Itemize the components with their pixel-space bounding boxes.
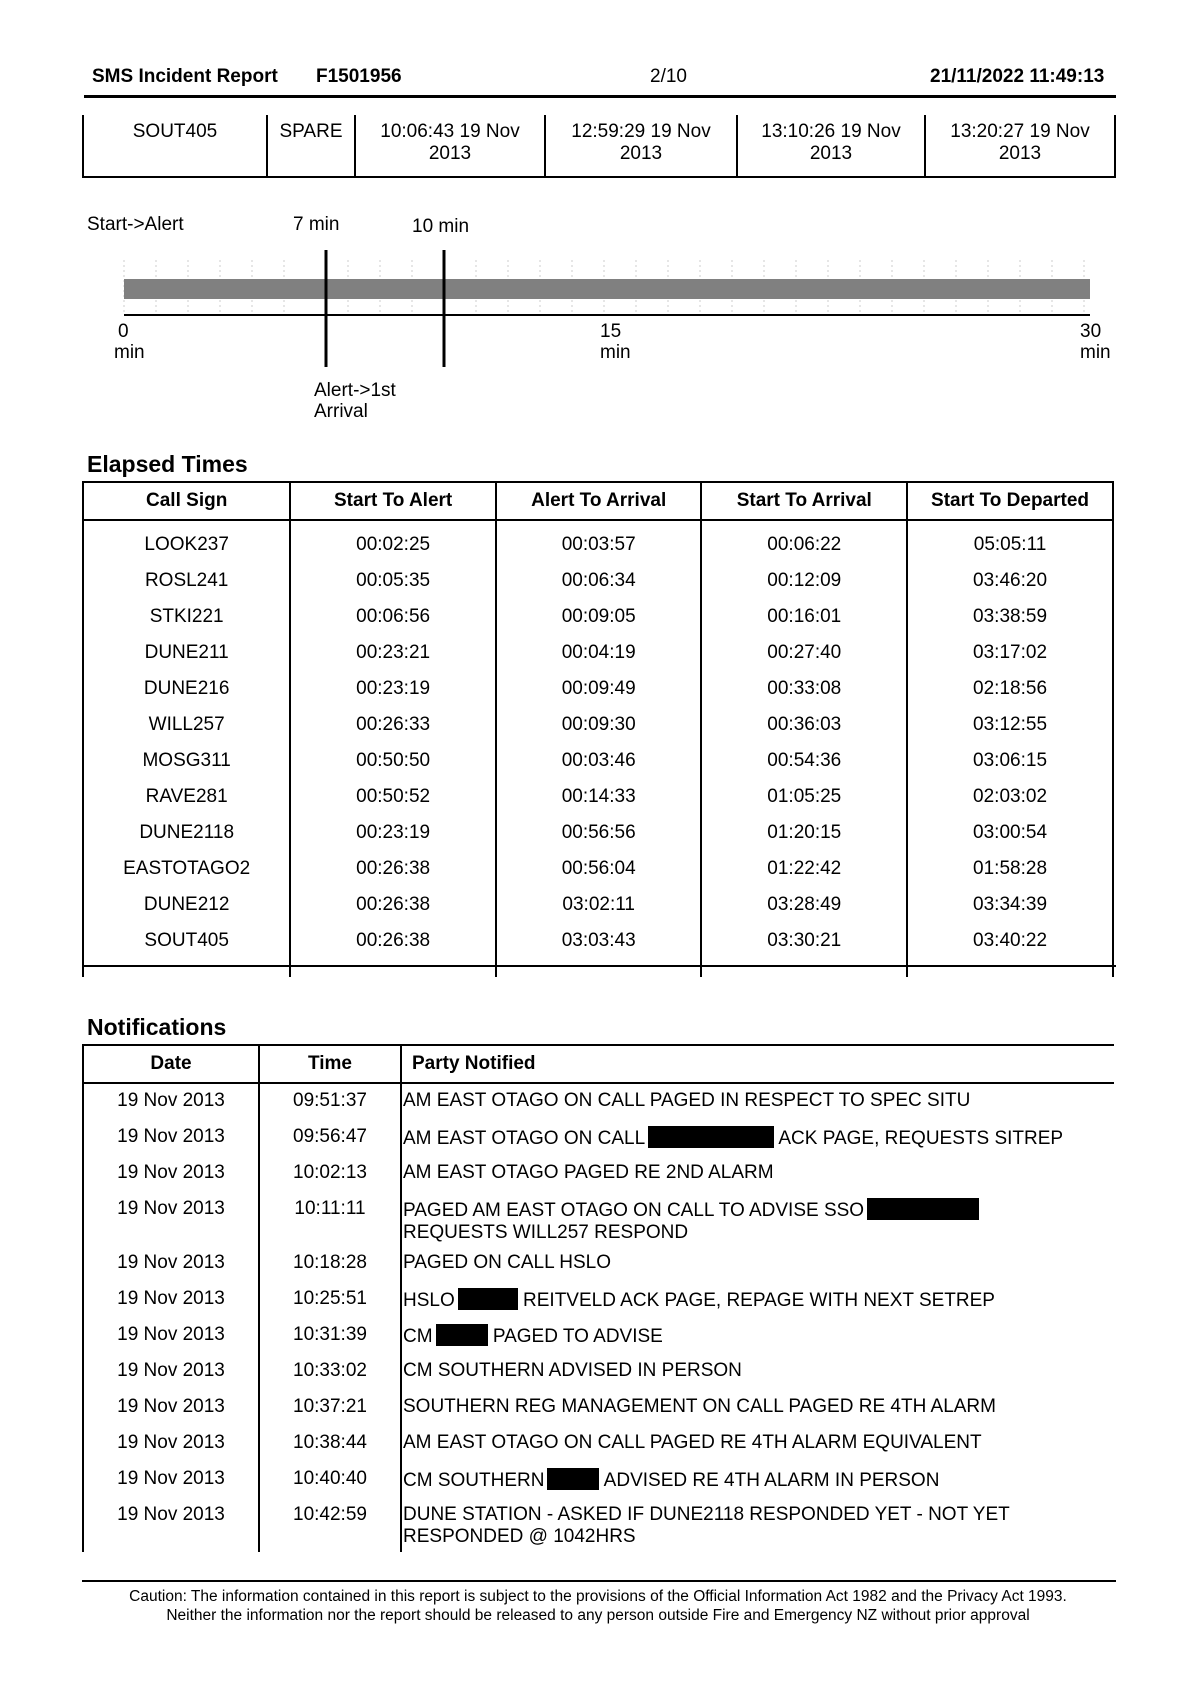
table-cell: 10:33:02 bbox=[259, 1354, 401, 1390]
table-cell: 00:06:56 bbox=[290, 599, 496, 635]
table-cell: 19 Nov 2013 bbox=[83, 1246, 259, 1282]
party-text: PAGED AM EAST OTAGO ON CALL TO ADVISE SSO bbox=[403, 1200, 865, 1221]
table-cell: 03:28:49 bbox=[701, 887, 907, 923]
table-cell: 01:20:15 bbox=[701, 815, 907, 851]
table-row bbox=[83, 1498, 1114, 1552]
table-cell: 00:56:56 bbox=[496, 815, 702, 851]
table-cell: DUNE2118 bbox=[83, 815, 290, 851]
unit-time-1: 10:06:43 19 Nov 2013 bbox=[380, 121, 520, 164]
table-row bbox=[83, 520, 1113, 563]
table-cell: 03:17:02 bbox=[907, 635, 1113, 671]
table-row bbox=[83, 1354, 1114, 1390]
table-cell: CM SOUTHERN ADVISED IN PERSON bbox=[401, 1354, 1114, 1390]
table-cell: 19 Nov 2013 bbox=[83, 1192, 259, 1246]
table-cell: 05:05:11 bbox=[907, 520, 1113, 563]
table-row bbox=[83, 1282, 1114, 1318]
table-cell: 00:50:52 bbox=[290, 779, 496, 815]
table-cell bbox=[401, 1282, 1114, 1318]
table-cell: RAVE281 bbox=[83, 779, 290, 815]
table-cell: 00:23:19 bbox=[290, 671, 496, 707]
table-cell: 00:50:50 bbox=[290, 743, 496, 779]
table-cell: 19 Nov 2013 bbox=[83, 1282, 259, 1318]
table-cell: 19 Nov 2013 bbox=[83, 1498, 259, 1552]
table-row bbox=[83, 1083, 1114, 1120]
table-cell: SOUT405 bbox=[83, 923, 290, 959]
party-text: HSLO bbox=[403, 1290, 455, 1311]
table-row bbox=[83, 779, 1113, 815]
report-title: SMS Incident Report bbox=[92, 66, 278, 87]
col-header: Party Notified bbox=[401, 1045, 1114, 1083]
party-text: REQUESTS WILL257 RESPOND bbox=[403, 1222, 689, 1243]
table-cell: 03:12:55 bbox=[907, 707, 1113, 743]
col-header: Start To Arrival bbox=[701, 482, 907, 520]
timeline-bar bbox=[0, 240, 1190, 370]
table-cell: MOSG311 bbox=[83, 743, 290, 779]
table-cell: 09:51:37 bbox=[259, 1083, 401, 1120]
alert-arrival-label: Alert->1st Arrival bbox=[314, 380, 396, 422]
table-cell: 10:31:39 bbox=[259, 1318, 401, 1354]
table-cell: 10:02:13 bbox=[259, 1156, 401, 1192]
table-cell: ROSL241 bbox=[83, 563, 290, 599]
table-row bbox=[83, 671, 1113, 707]
unit-time-2: 12:59:29 19 Nov 2013 bbox=[571, 121, 711, 164]
table-cell: EASTOTAGO2 bbox=[83, 851, 290, 887]
table-cell: 02:03:02 bbox=[907, 779, 1113, 815]
redaction-block bbox=[547, 1468, 599, 1490]
elapsed-times-title: Elapsed Times bbox=[87, 451, 248, 477]
page-number: 2/10 bbox=[650, 66, 687, 87]
table-cell: 00:06:34 bbox=[496, 563, 702, 599]
table-cell: AM EAST OTAGO ON CALL PAGED IN RESPECT TO SPEC SITU bbox=[401, 1083, 1114, 1120]
table-cell: 03:38:59 bbox=[907, 599, 1113, 635]
generated-timestamp: 21/11/2022 11:49:13 bbox=[930, 66, 1105, 87]
table-cell: 00:26:33 bbox=[290, 707, 496, 743]
table-cell: 00:09:05 bbox=[496, 599, 702, 635]
table-cell: 00:03:46 bbox=[496, 743, 702, 779]
notifications-title: Notifications bbox=[87, 1014, 227, 1040]
table-cell: SOUTHERN REG MANAGEMENT ON CALL PAGED RE 4TH ALARM bbox=[401, 1390, 1114, 1426]
party-text: PAGED TO ADVISE bbox=[487, 1326, 663, 1347]
table-cell: 01:22:42 bbox=[701, 851, 907, 887]
party-text: RESPONDED @ 1042HRS bbox=[403, 1526, 636, 1547]
table-cell: 19 Nov 2013 bbox=[83, 1120, 259, 1156]
table-cell: 03:03:43 bbox=[496, 923, 702, 959]
table-cell: 10:37:21 bbox=[259, 1390, 401, 1426]
elapsed-times-table bbox=[82, 481, 1114, 977]
table-cell: 01:05:25 bbox=[701, 779, 907, 815]
notifications-table bbox=[82, 1044, 1114, 1552]
unit-time-3: 13:10:26 19 Nov 2013 bbox=[761, 121, 901, 164]
table-cell: 10:40:40 bbox=[259, 1462, 401, 1498]
table-cell: 10:11:11 bbox=[259, 1192, 401, 1246]
table-cell: 19 Nov 2013 bbox=[83, 1318, 259, 1354]
footer-caution: Caution: The information contained in this report is subject to the provisions of the Official Information Act 1982 and the Privacy Act 1993. bbox=[129, 1588, 1067, 1605]
table-row bbox=[83, 563, 1113, 599]
party-text: REITVELD ACK PAGE, REPAGE WITH NEXT SETREP bbox=[517, 1290, 995, 1311]
party-text: AM EAST OTAGO ON CALL bbox=[403, 1128, 646, 1149]
table-cell: 02:18:56 bbox=[907, 671, 1113, 707]
table-spacer bbox=[83, 959, 1113, 977]
party-text: ADVISED RE 4TH ALARM IN PERSON bbox=[599, 1470, 940, 1491]
table-cell: 03:34:39 bbox=[907, 887, 1113, 923]
unit-time-4: 13:20:27 19 Nov 2013 bbox=[950, 121, 1090, 164]
table-cell: STKI221 bbox=[83, 599, 290, 635]
table-cell: 00:56:04 bbox=[496, 851, 702, 887]
table-cell: 00:05:35 bbox=[290, 563, 496, 599]
table-row bbox=[83, 1318, 1114, 1354]
footer-approval: Neither the information nor the report should be released to any person outside Fire and Emergency NZ without prior approval bbox=[166, 1607, 1030, 1624]
table-cell: 00:26:38 bbox=[290, 887, 496, 923]
table-cell: 00:33:08 bbox=[701, 671, 907, 707]
unit-status: SPARE bbox=[279, 121, 343, 142]
table-cell: AM EAST OTAGO ON CALL PAGED RE 4TH ALARM EQUIVALENT bbox=[401, 1426, 1114, 1462]
table-row bbox=[83, 851, 1113, 887]
table-cell: 03:00:54 bbox=[907, 815, 1113, 851]
table-row bbox=[83, 815, 1113, 851]
col-header: Start To Alert bbox=[290, 482, 496, 520]
party-text: ACK PAGE, REQUESTS SITREP bbox=[774, 1128, 1064, 1149]
table-cell: 03:06:15 bbox=[907, 743, 1113, 779]
table-cell: AM EAST OTAGO PAGED RE 2ND ALARM bbox=[401, 1156, 1114, 1192]
table-cell: 19 Nov 2013 bbox=[83, 1426, 259, 1462]
table-cell: 00:23:21 bbox=[290, 635, 496, 671]
table-row bbox=[83, 1246, 1114, 1282]
table-cell bbox=[401, 1318, 1114, 1354]
table-bottom-rule bbox=[82, 965, 1116, 967]
table-cell: 00:16:01 bbox=[701, 599, 907, 635]
table-cell: 10:18:28 bbox=[259, 1246, 401, 1282]
table-cell: 19 Nov 2013 bbox=[83, 1390, 259, 1426]
table-cell: 00:26:38 bbox=[290, 923, 496, 959]
table-row bbox=[83, 1390, 1114, 1426]
table-cell: 10:42:59 bbox=[259, 1498, 401, 1552]
table-cell: 03:30:21 bbox=[701, 923, 907, 959]
table-row bbox=[83, 1462, 1114, 1498]
start-alert-label: Start->Alert bbox=[87, 214, 184, 235]
table-header-row bbox=[83, 1045, 1114, 1083]
redaction-block bbox=[458, 1288, 518, 1310]
table-cell: 00:27:40 bbox=[701, 635, 907, 671]
table-cell: 01:58:28 bbox=[907, 851, 1113, 887]
col-header: Time bbox=[259, 1045, 401, 1083]
table-cell: 03:46:20 bbox=[907, 563, 1113, 599]
redaction-block bbox=[867, 1198, 979, 1220]
table-row bbox=[83, 887, 1113, 923]
table-cell: 19 Nov 2013 bbox=[83, 1462, 259, 1498]
table-cell: 03:40:22 bbox=[907, 923, 1113, 959]
table-cell: 10:38:44 bbox=[259, 1426, 401, 1462]
col-header: Call Sign bbox=[83, 482, 290, 520]
table-cell: 10:25:51 bbox=[259, 1282, 401, 1318]
table-cell bbox=[401, 1120, 1114, 1156]
axis-label-30: 30 min bbox=[1080, 321, 1111, 363]
table-cell: 00:54:36 bbox=[701, 743, 907, 779]
table-cell: 00:09:30 bbox=[496, 707, 702, 743]
table-row bbox=[83, 1426, 1114, 1462]
table-cell: 09:56:47 bbox=[259, 1120, 401, 1156]
col-header: Start To Departed bbox=[907, 482, 1113, 520]
table-cell: 00:36:03 bbox=[701, 707, 907, 743]
table-cell bbox=[401, 1462, 1114, 1498]
table-row bbox=[83, 1156, 1114, 1192]
axis-label-0: 0 min bbox=[114, 321, 145, 363]
unit-call-sign: SOUT405 bbox=[132, 121, 218, 142]
table-row bbox=[83, 923, 1113, 959]
table-cell: 00:26:38 bbox=[290, 851, 496, 887]
table-cell: 00:03:57 bbox=[496, 520, 702, 563]
table-row bbox=[83, 635, 1113, 671]
table-cell: 00:06:22 bbox=[701, 520, 907, 563]
footer-rule bbox=[82, 1580, 1116, 1582]
marker-label-7: 7 min bbox=[293, 214, 340, 235]
table-cell: WILL257 bbox=[83, 707, 290, 743]
table-cell: DUNE212 bbox=[83, 887, 290, 923]
col-header: Date bbox=[83, 1045, 259, 1083]
party-text: CM bbox=[403, 1326, 433, 1347]
col-header: Alert To Arrival bbox=[496, 482, 702, 520]
table-row bbox=[83, 599, 1113, 635]
table-cell: 19 Nov 2013 bbox=[83, 1156, 259, 1192]
table-cell: 00:04:19 bbox=[496, 635, 702, 671]
party-text: CM SOUTHERN bbox=[403, 1470, 545, 1491]
table-cell: PAGED ON CALL HSLO bbox=[401, 1246, 1114, 1282]
table-row bbox=[83, 1120, 1114, 1156]
table-row bbox=[83, 743, 1113, 779]
table-header-row bbox=[83, 482, 1113, 520]
table-cell: LOOK237 bbox=[83, 520, 290, 563]
table-cell: 00:12:09 bbox=[701, 563, 907, 599]
table-cell: DUNE211 bbox=[83, 635, 290, 671]
table-cell: DUNE216 bbox=[83, 671, 290, 707]
table-cell: 00:02:25 bbox=[290, 520, 496, 563]
axis-label-15: 15 min bbox=[600, 321, 631, 363]
incident-id: F1501956 bbox=[316, 66, 402, 87]
header-rule bbox=[84, 95, 1116, 98]
row-bottom-rule bbox=[82, 176, 1116, 178]
table-cell: 19 Nov 2013 bbox=[83, 1083, 259, 1120]
table-cell: 19 Nov 2013 bbox=[83, 1354, 259, 1390]
table-cell: 03:02:11 bbox=[496, 887, 702, 923]
party-text: DUNE STATION - ASKED IF DUNE2118 RESPONDED YET - NOT YET bbox=[403, 1504, 1010, 1525]
table-cell: 00:09:49 bbox=[496, 671, 702, 707]
table-cell: 00:14:33 bbox=[496, 779, 702, 815]
divider bbox=[1114, 115, 1116, 178]
table-cell bbox=[401, 1192, 1114, 1246]
table-row bbox=[83, 1192, 1114, 1246]
table-cell bbox=[401, 1498, 1114, 1552]
redaction-block bbox=[648, 1126, 774, 1148]
table-cell: 00:23:19 bbox=[290, 815, 496, 851]
marker-label-10: 10 min bbox=[412, 216, 470, 237]
redaction-block bbox=[436, 1324, 488, 1346]
table-row bbox=[83, 707, 1113, 743]
